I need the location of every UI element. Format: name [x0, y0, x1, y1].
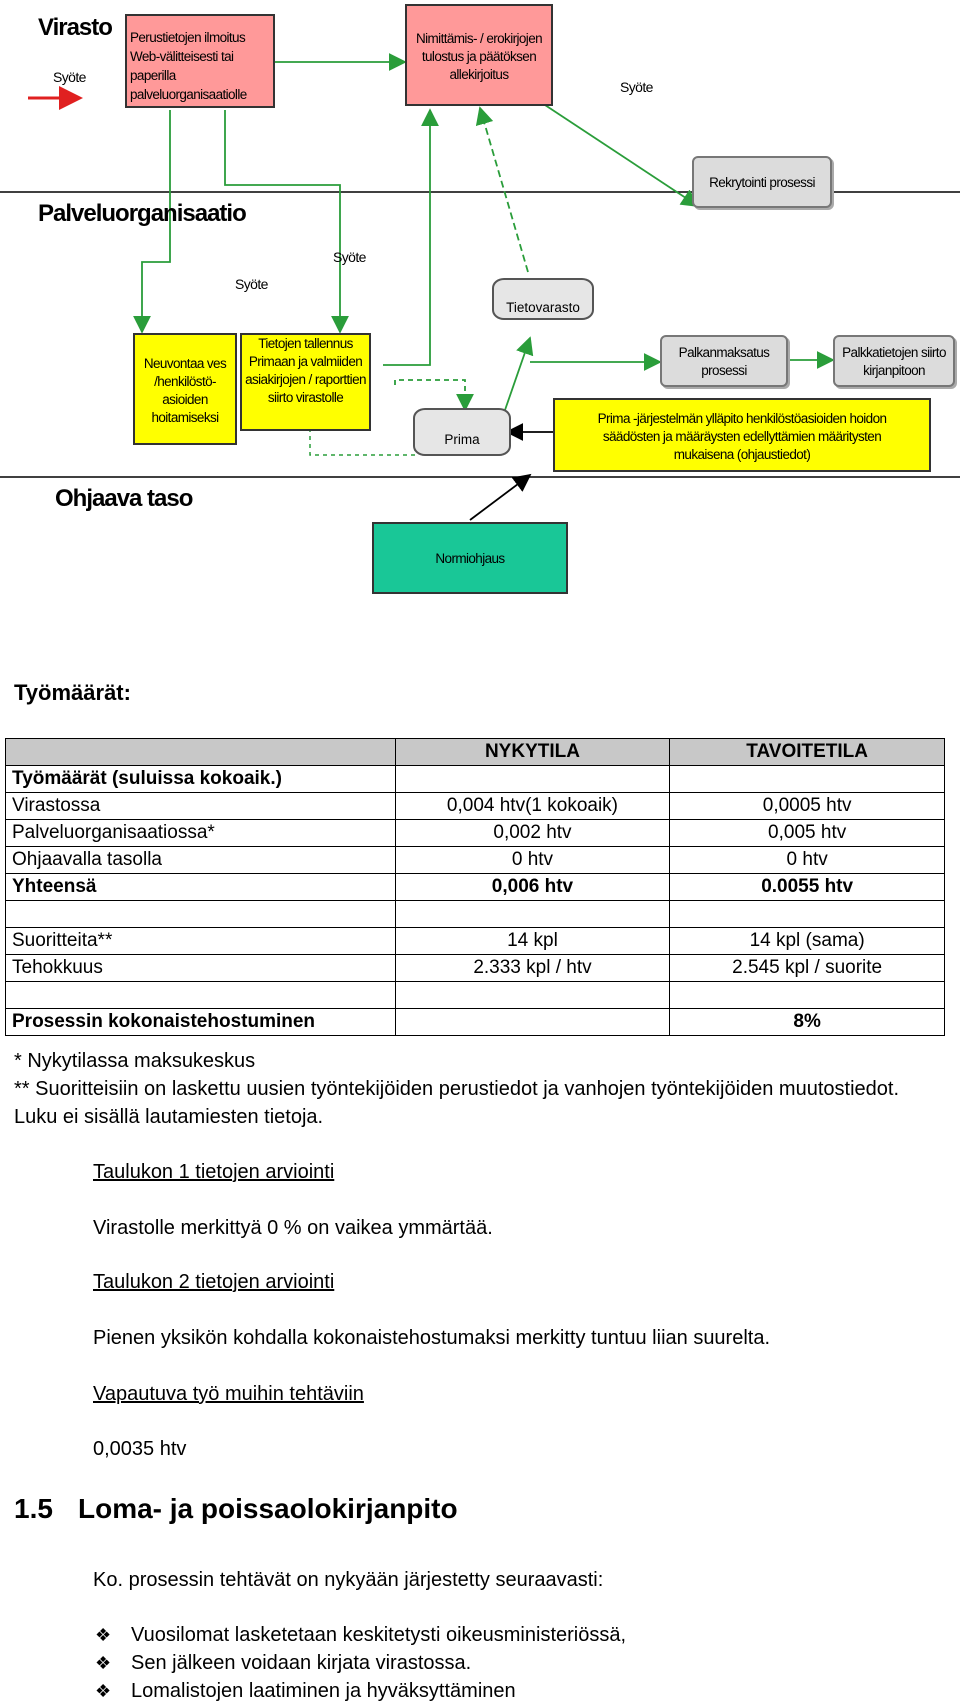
table-row: [6, 901, 945, 928]
cell-nykytila: 0,006 htv: [395, 874, 670, 901]
cell-nykytila: [395, 982, 670, 1009]
box-tietojen-tallennus: Tietojen tallennus Primaan ja valmiiden asiakirjojen / raporttien siirto virastolle: [240, 333, 371, 431]
list-item-text: Lomalistojen laatiminen ja hyväksyttäminen: [131, 1680, 516, 1702]
cell-nykytila: 0,004 htv(1 kokoaik): [395, 793, 670, 820]
datastore-prima: Prima: [413, 408, 511, 456]
cell-tavoitetila: 0 htv: [670, 847, 945, 874]
row-label: Työmäärät (suluissa kokoaik.): [6, 766, 396, 793]
row-label: Palveluorganisaatiossa*: [6, 820, 396, 847]
row-label: [6, 982, 396, 1009]
evaluation-text-2: Pienen yksikön kohdalla kokonaistehostumaksi merkitty tuntuu liian suurelta.: [93, 1327, 771, 1349]
cell-tavoitetila: 14 kpl (sama): [670, 928, 945, 955]
table-row: [6, 928, 945, 955]
list-item: [95, 1652, 471, 1675]
workload-table: [5, 738, 945, 1036]
box-rekrytointi-prosessi: Rekrytointi prosessi: [692, 156, 832, 208]
cell-nykytila: [395, 766, 670, 793]
box-palkanmaksatus-prosessi: Palkanmaksatus prosessi: [660, 335, 788, 387]
box-perustietojen-ilmoitus: Perustietojen ilmoitus Web-välitteisesti tai paperilla palveluorganisaatiolle: [125, 14, 275, 108]
box-palkkatietojen-siirto: Palkkatietojen siirto kirjanpitoon: [833, 335, 955, 387]
table-row: [6, 982, 945, 1009]
input-label: Syöte: [53, 69, 86, 85]
row-label: Ohjaavalla tasolla: [6, 847, 396, 874]
box-prima-yllapito: Prima -järjestelmän ylläpito henkilöstöasioiden hoidon säädösten ja määräysten edellyttämien määritysten mukaisena (ohjaustiedot): [553, 398, 931, 472]
row-label: [6, 901, 396, 928]
evaluation-heading-2: Taulukon 2 tietojen arviointi: [93, 1271, 335, 1293]
column-header: TAVOITETILA: [670, 739, 945, 766]
lane-title-ohjaava-taso: Ohjaava taso: [55, 485, 193, 512]
lane-title-virasto: Virasto: [38, 14, 112, 41]
diamond-bullet-icon: ❖: [95, 1681, 112, 1701]
cell-tavoitetila: 2.545 kpl / suorite: [670, 955, 945, 982]
diamond-bullet-icon: ❖: [95, 1653, 112, 1673]
diamond-bullet-icon: ❖: [95, 1625, 112, 1645]
cell-tavoitetila: [670, 766, 945, 793]
freed-work-heading: Vapautuva työ muihin tehtäviin: [93, 1383, 364, 1405]
cell-tavoitetila: [670, 901, 945, 928]
cell-tavoitetila: 0,005 htv: [670, 820, 945, 847]
input-label: Syöte: [620, 79, 653, 95]
box-nimittamiskirjat: Nimittämis- / erokirjojen tulostus ja päätöksen allekirjoitus: [405, 4, 553, 106]
table-row: [6, 874, 945, 901]
footnote-maksukeskus: * Nykytilassa maksukeskus: [14, 1050, 256, 1072]
cell-nykytila: 0 htv: [395, 847, 670, 874]
section-number: 1.5: [14, 1493, 53, 1524]
row-label: Prosessin kokonaistehostuminen: [6, 1009, 396, 1036]
table-row: [6, 766, 945, 793]
column-header: NYKYTILA: [395, 739, 670, 766]
table-row: [6, 1009, 945, 1036]
workload-heading: Työmäärät:: [14, 680, 131, 705]
cell-nykytila: [395, 901, 670, 928]
cell-tavoitetila: [670, 982, 945, 1009]
table-row: [6, 955, 945, 982]
input-label: Syöte: [235, 276, 268, 292]
row-label: Yhteensä: [6, 874, 396, 901]
list-item: [95, 1624, 626, 1647]
table-header-row: [6, 739, 945, 766]
row-label: Tehokkuus: [6, 955, 396, 982]
box-neuvontaa: Neuvontaa ves /henkilöstö-asioiden hoitamiseksi: [133, 333, 237, 445]
section-intro: Ko. prosessin tehtävät on nykyään järjestetty seuraavasti:: [93, 1569, 604, 1591]
evaluation-text-1: Virastolle merkittyä 0 % on vaikea ymmärtää.: [93, 1217, 493, 1239]
cell-nykytila: [395, 1009, 670, 1036]
cell-nykytila: 0,002 htv: [395, 820, 670, 847]
cell-nykytila: 2.333 kpl / htv: [395, 955, 670, 982]
freed-work-value: 0,0035 htv: [93, 1438, 187, 1460]
cell-nykytila: 14 kpl: [395, 928, 670, 955]
lane-title-palveluorganisaatio: Palveluorganisaatio: [38, 200, 246, 227]
section-title: Loma- ja poissaolokirjanpito: [78, 1493, 458, 1524]
table-row: [6, 820, 945, 847]
row-label: Virastossa: [6, 793, 396, 820]
datastore-tietovarasto: Tietovarasto: [492, 278, 594, 320]
column-header: [6, 739, 396, 766]
cell-tavoitetila: 0,0005 htv: [670, 793, 945, 820]
row-label: Suoritteita**: [6, 928, 396, 955]
cell-tavoitetila: 0.0055 htv: [670, 874, 945, 901]
table-row: [6, 793, 945, 820]
list-item-text: Vuosilomat lasketetaan keskitetysti oikeusministeriössä,: [131, 1624, 627, 1646]
box-normiohjaus: Normiohjaus: [372, 522, 568, 594]
table-row: [6, 847, 945, 874]
footnote-suoritteet: ** Suoritteisiin on laskettu uusien työntekijöiden perustiedot ja vanhojen työntekijöiden muutostiedot. Luku ei sisällä lautamiesten tietoja.: [14, 1078, 899, 1128]
input-label: Syöte: [333, 249, 366, 265]
list-item-text: Sen jälkeen voidaan kirjata virastossa.: [131, 1652, 472, 1674]
list-item: [95, 1680, 516, 1703]
evaluation-heading-1: Taulukon 1 tietojen arviointi: [93, 1161, 335, 1183]
cell-tavoitetila: 8%: [670, 1009, 945, 1036]
